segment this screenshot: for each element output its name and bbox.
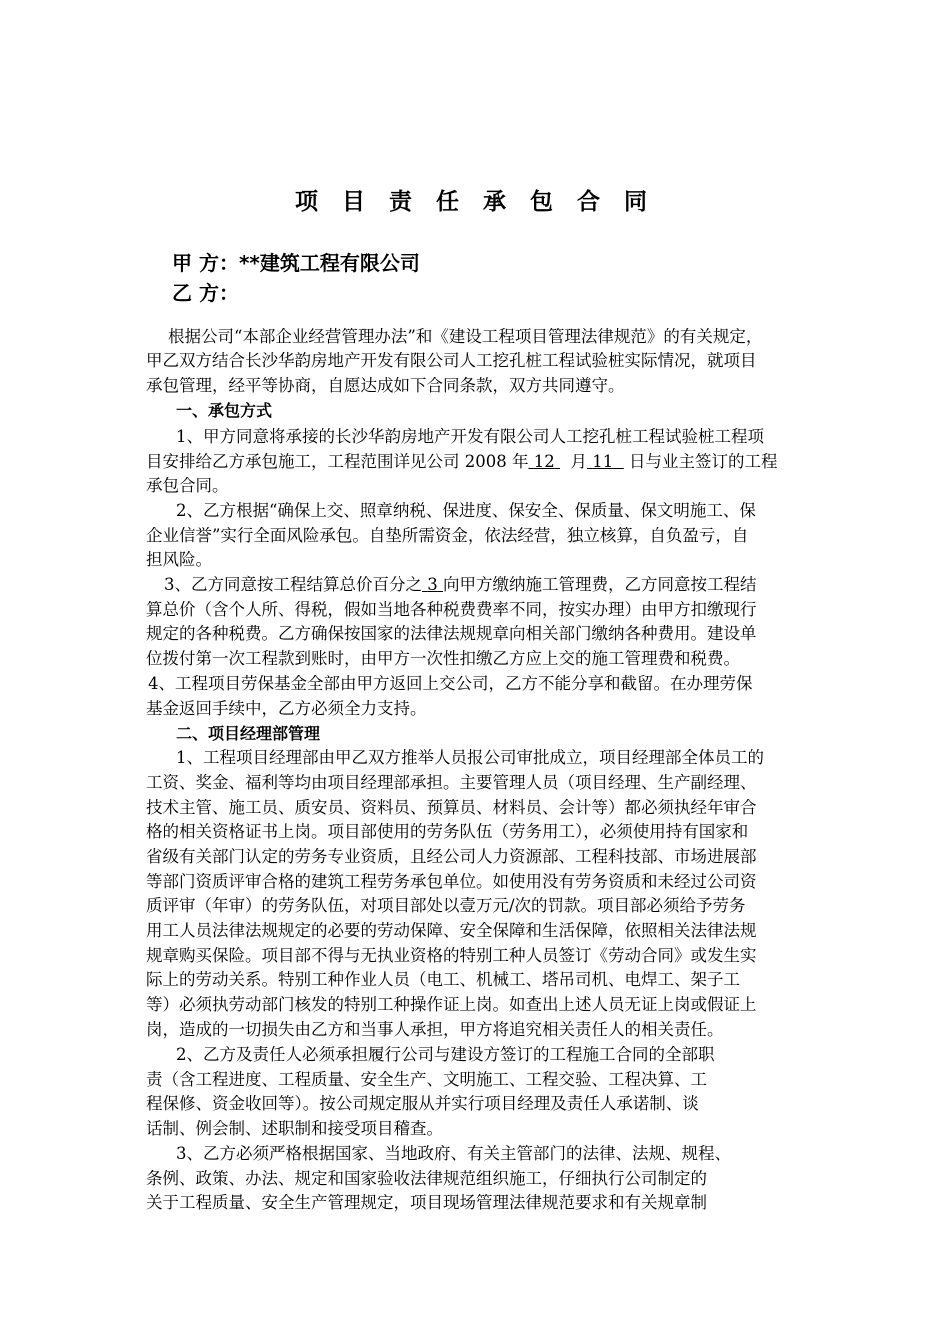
percent-value: 3 [427, 575, 438, 594]
paragraph-line [164, 573, 757, 597]
paragraph-line: 规章购买保险。项目部不得与无执业资格的特别工种人员签订《劳动合同》或发生实 [146, 946, 757, 965]
paragraph-line: 关于工程质量、安全生产管理规定，项目现场管理法律规范要求和有关规章制 [146, 1193, 707, 1212]
line-text: 目安排给乙方承包施工，工程范围详见公司 2008 年 [146, 452, 529, 471]
party-a: 甲 方：**建筑工程有限公司 [172, 251, 420, 275]
paragraph-line: 岗，造成的一切损失由乙方和当事人承担，甲方将追究相关责任人的相关责任。 [146, 1020, 724, 1039]
paragraph-line: 基金返回手续中，乙方必须全力支持。 [146, 699, 427, 718]
paragraph-line: 格的相关资格证书上岗。项目部使用的劳务队伍（劳务用工），必须使用持有国家和 [146, 822, 749, 841]
paragraph-line: 技术主管、施工员、质安员、资料员、预算员、材料员、会计等）都必须执经年审合 [146, 798, 757, 817]
paragraph-line: 1、甲方同意将承接的长沙华韵房地产开发有限公司人工挖孔桩工程试验桩工程项 [176, 427, 764, 446]
paragraph-line [146, 450, 777, 474]
paragraph-line: 等部门资质评审合格的建筑工程劳务承包单位。如使用没有劳务资质和未经过公司资 [146, 872, 757, 891]
paragraph-line: 工资、奖金、福利等均由项目经理部承担。主要管理人员（项目经理、生产副经理、 [146, 773, 757, 792]
contract-title: 项 目 责 任 承 包 合 同 [294, 189, 656, 215]
paragraph-line: 话制、例会制、述职制和接受项目稽查。 [146, 1119, 443, 1138]
paragraph-line: 省级有关部门认定的劳务专业资质，且经公司人力资源部、工程科技部、市场进展部 [146, 847, 757, 866]
paragraph-line: 责（含工程进度、工程质量、安全生产、文明施工、工程交验、工程决算、工 [146, 1070, 707, 1089]
paragraph-line: 2、乙方根据“确保上交、照章纳税、保进度、保安全、保质量、保文明施工、保 [176, 501, 756, 520]
paragraph-line: 3、乙方必须严格根据国家、当地政府、有关主管部门的法律、法规、规程、 [176, 1144, 731, 1163]
paragraph-line: 用工人员法律法规规定的必要的劳动保障、安全保障和生活保障，依照相关法律法规 [146, 921, 757, 940]
month-value: 12 [533, 452, 555, 471]
paragraph-line: 条例、政策、办法、规定和国家验收法律规范组织施工，仔细执行公司制定的 [146, 1169, 707, 1188]
paragraph-line: 甲乙双方结合长沙华韵房地产开发有限公司人工挖孔桩工程试验桩实际情况，就项目 [146, 351, 757, 370]
paragraph-line: 2、乙方及责任人必须承担履行公司与建设方签订的工程施工合同的全部职 [176, 1045, 715, 1064]
section-heading: 二、项目经理部管理 [176, 724, 321, 743]
paragraph-line: 承包合同。 [146, 476, 229, 495]
paragraph-line: 企业信誉”实行全面风险承包。自垫所需资金，依法经营，独立核算，自负盈亏，自 [146, 526, 749, 545]
paragraph-line: 担风险。 [146, 550, 212, 569]
line-text: 日与业主签订的工程 [628, 452, 778, 471]
paragraph-line: 等）必须执劳动部门核发的特别工种操作证上岗。如查出上述人员无证上岗或假证上 [146, 995, 757, 1014]
paragraph-line: 根据公司“本部企业经营管理办法”和《建设工程项目管理法律规范》的有关规定， [168, 327, 763, 346]
paragraph-line: 承包管理，经平等协商，自愿达成如下合同条款，双方共同遵守。 [146, 376, 625, 395]
line-text: 3、乙方同意按工程结算总价百分之 [164, 575, 422, 594]
day-value: 11 [592, 452, 614, 471]
paragraph-line: 质评审（年审）的劳务队伍，对项目部处以壹万元/次的罚款。项目部必须给予劳务 [146, 896, 746, 915]
month-unit: 月 [570, 452, 587, 471]
section-heading: 一、承包方式 [176, 401, 273, 420]
paragraph-line: 际上的劳动关系。特别工种作业人员（电工、机械工、塔吊司机、电焊工、架子工 [146, 970, 740, 989]
paragraph-line: 程保修、资金收回等）。按公司规定服从并实行项目经理及责任人承诺制、谈 [146, 1094, 699, 1113]
paragraph-line: 规定的各种税费。乙方确保按国家的法律法规规章向相关部门缴纳各种费用。建设单 [146, 624, 757, 643]
paragraph-line: 4、工程项目劳保基金全部由甲方返回上交公司，乙方不能分享和截留。在办理劳保 [148, 674, 753, 693]
paragraph-line: 算总价（含个人所、得税，假如当地各种税费费率不同，按实办理）由甲方扣缴现行 [146, 600, 757, 619]
line-text: 向甲方缴纳施工管理费，乙方同意按工程结 [443, 575, 757, 594]
paragraph-line: 1、工程项目经理部由甲乙双方推举人员报公司审批成立，项目经理部全体员工的 [176, 748, 764, 767]
paragraph-line: 位拨付第一次工程款到账时，由甲方一次性扣缴乙方应上交的施工管理费和税费。 [146, 649, 740, 668]
party-b: 乙 方： [172, 281, 239, 305]
